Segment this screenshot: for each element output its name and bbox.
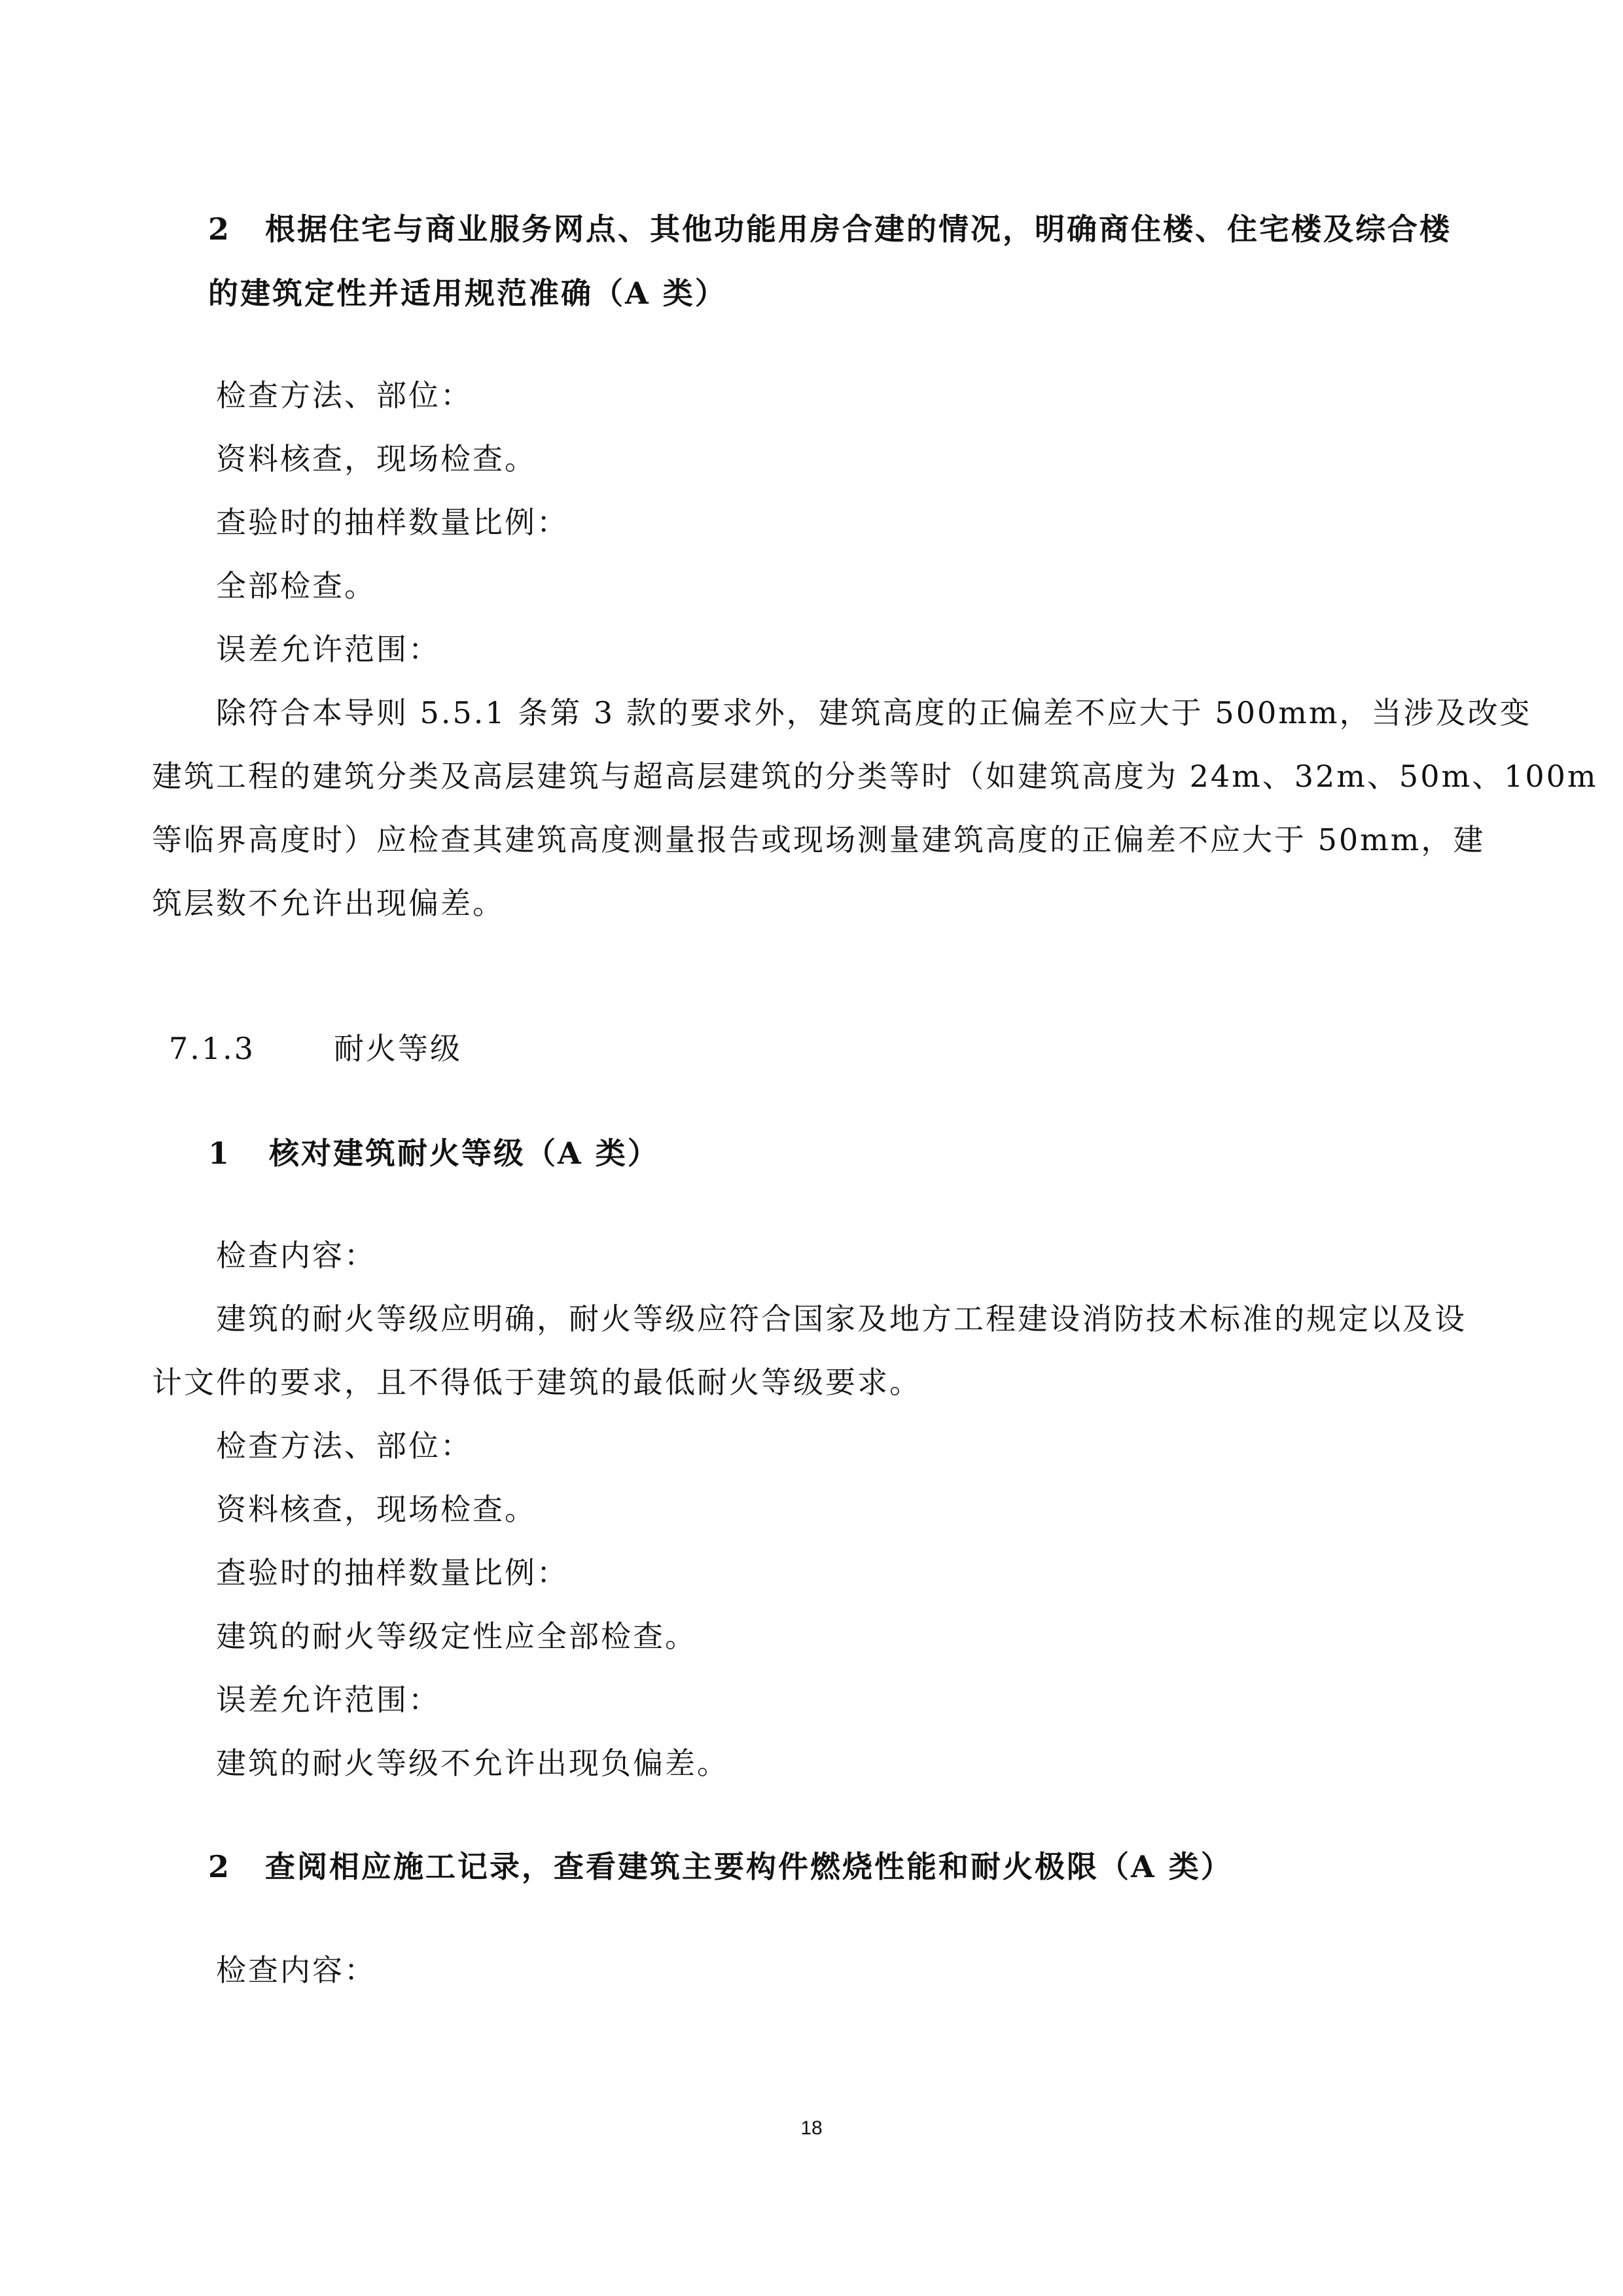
method-label: 检查方法、部位： <box>216 378 473 413</box>
method-value: 资料核查，现场检查。 <box>216 441 537 476</box>
method-value: 资料核查，现场检查。 <box>216 1492 537 1527</box>
sample-value: 建筑的耐火等级定性应全部检查。 <box>216 1619 697 1654</box>
content-label: 检查内容： <box>216 1238 376 1273</box>
item-2-number: 2 <box>208 211 232 247</box>
sub-1-number: 1 <box>208 1136 232 1171</box>
method-label: 检查方法、部位： <box>216 1428 473 1463</box>
content-label: 检查内容： <box>216 1952 376 1988</box>
section-heading <box>169 1029 462 1068</box>
item-2-heading-line-1 <box>208 209 1452 249</box>
sub-1-heading <box>208 1134 660 1173</box>
tolerance-value: 建筑的耐火等级不允许出现负偏差。 <box>216 1746 729 1781</box>
sub-2-heading <box>208 1847 1233 1886</box>
section-title: 耐火等级 <box>334 1031 463 1066</box>
tolerance-line-4: 筑层数不允许出现偏差。 <box>152 886 505 921</box>
section-number: 7.1.3 <box>169 1031 256 1066</box>
content-line-1: 建筑的耐火等级应明确，耐火等级应符合国家及地方工程建设消防技术标准的规定以及设 <box>216 1301 1467 1336</box>
sub-2-title: 查阅相应施工记录，查看建筑主要构件燃烧性能和耐火极限（A 类） <box>265 1849 1233 1884</box>
item-2-heading-line-2: 的建筑定性并适用规范准确（A 类） <box>208 276 727 311</box>
content-line-2: 计文件的要求，且不得低于建筑的最低耐火等级要求。 <box>152 1365 921 1400</box>
tolerance-line-3: 等临界高度时）应检查其建筑高度测量报告或现场测量建筑高度的正偏差不应大于 50mm，建 <box>152 822 1486 857</box>
sample-label: 查验时的抽样数量比例： <box>216 1555 569 1590</box>
page-number: 18 <box>800 2117 823 2139</box>
tolerance-label: 误差允许范围： <box>216 1682 440 1717</box>
item-2-heading-text: 根据住宅与商业服务网点、其他功能用房合建的情况，明确商住楼、住宅楼及综合楼 <box>265 211 1452 247</box>
sub-2-number: 2 <box>208 1849 232 1884</box>
sample-label: 查验时的抽样数量比例： <box>216 505 569 540</box>
tolerance-line-1: 除符合本导则 5.5.1 条第 3 款的要求外，建筑高度的正偏差不应大于 500mm，当涉及改变 <box>216 695 1532 730</box>
sub-1-title: 核对建筑耐火等级（A 类） <box>269 1136 660 1171</box>
tolerance-line-2: 建筑工程的建筑分类及高层建筑与超高层建筑的分类等时（如建筑高度为 24m、32m、50m、100m <box>152 759 1598 794</box>
sample-value: 全部检查。 <box>216 568 376 603</box>
tolerance-label: 误差允许范围： <box>216 632 440 667</box>
